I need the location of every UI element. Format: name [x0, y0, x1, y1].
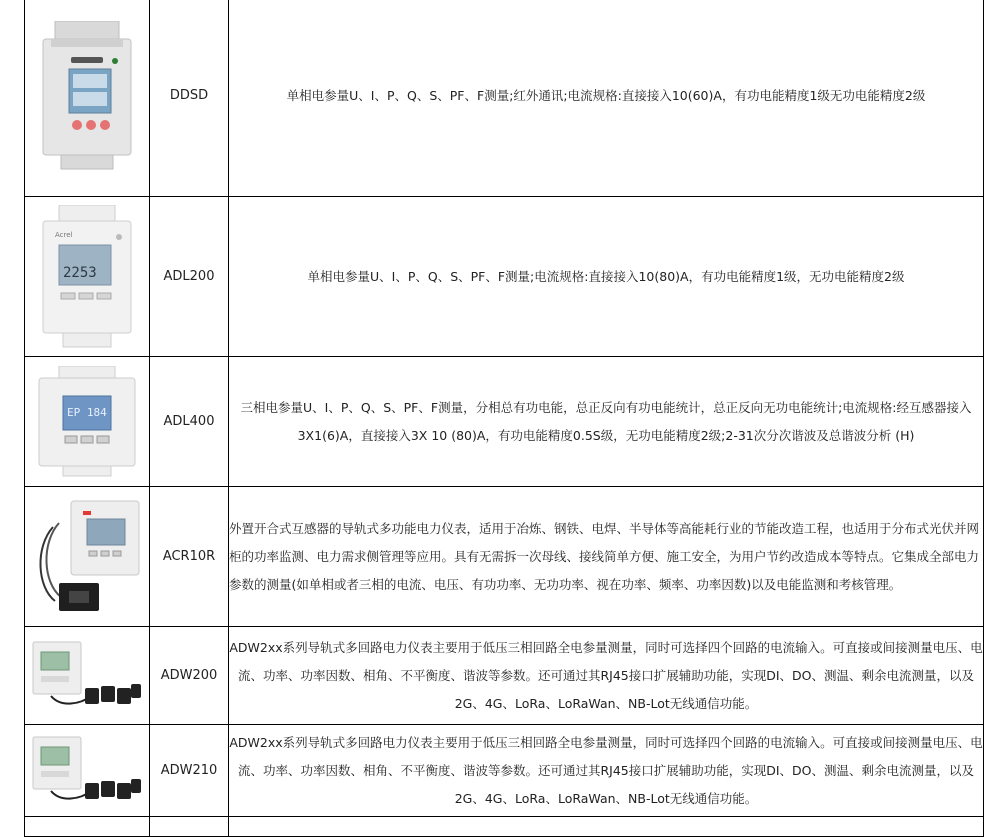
- product-description: ADW2xx系列导轨式多回路电力仪表主要用于低压三相回路全电参量测量，同时可选择四个回路的电流输入。可直接或间接测量电压、电流、功率、功率因数、相角、不平衡度、谐波等参数。还可通过其RJ45接口扩展辅助功能，实现DI、DO、测温、剩余电流测量，以及2G、4G、LoRa、LoRaWan、NB-Lot无线通信功能。: [229, 734, 983, 806]
- multi-circuit-meter-with-cts-icon: [31, 733, 143, 809]
- model-cell: [150, 627, 229, 725]
- product-image-cell: [25, 627, 150, 725]
- meter-with-split-core-ct-icon: [31, 497, 143, 617]
- product-image-cell: [25, 357, 150, 487]
- product-description: 单相电参量U、I、P、Q、S、PF、F测量;红外通讯;电流规格:直接接入10(60)A，有功电能精度1级无功电能精度2级: [286, 87, 926, 103]
- model-name: ADW210: [160, 763, 218, 778]
- product-table: [24, 0, 984, 837]
- multi-circuit-meter-with-cts-icon: [31, 638, 143, 714]
- table-row: [25, 487, 984, 627]
- three-phase-din-meter-icon: [37, 366, 137, 478]
- product-description: 单相电参量U、I、P、Q、S、PF、F测量;电流规格:直接接入10(80)A，有功电能精度1级，无功电能精度2级: [307, 268, 905, 284]
- model-name: ADL200: [163, 269, 215, 284]
- model-name: DDSD: [169, 88, 209, 103]
- product-image-cell: [25, 725, 150, 817]
- table-row: [25, 0, 984, 197]
- product-description: ADW2xx系列导轨式多回路电力仪表主要用于低压三相回路全电参量测量，同时可选择四个回路的电流输入。可直接或间接测量电压、电流、功率、功率因数、相角、不平衡度、谐波等参数。还可通过其RJ45接口扩展辅助功能，实现DI、DO、测温、剩余电流测量，以及2G、4G、LoRa、LoRaWan、NB-Lot无线通信功能。: [229, 639, 983, 711]
- description-cell: [229, 725, 984, 817]
- model-cell: [150, 487, 229, 627]
- model-cell: [150, 0, 229, 197]
- product-image-cell: [25, 0, 150, 197]
- meter-screen-text: EP 184: [67, 405, 107, 419]
- description-cell: [229, 487, 984, 627]
- single-phase-din-meter-icon: [39, 205, 135, 349]
- product-description: 三相电参量U、I、P、Q、S、PF、F测量，分相总有功电能，总正反向有功电能统计，总正反向无功电能统计;电流规格:经互感器接入3X1(6)A，直接接入3X 10 (80)A，有功电能精度0.5S级，无功电能精度2级;2-31次分次谐波及总谐波分析 (H): [240, 399, 972, 443]
- model-cell: [150, 197, 229, 357]
- single-phase-din-meter-icon: [41, 21, 133, 171]
- table-row: [25, 197, 984, 357]
- table-row: [25, 725, 984, 817]
- table-row: [25, 357, 984, 487]
- model-name: ACR10R: [162, 549, 216, 564]
- product-description: 外置开合式互感器的导轨式多功能电力仪表，适用于冶炼、钢铁、电焊、半导体等高能耗行业的节能改造工程，也适用于分布式光伏并网柜的功率监测、电力需求侧管理等应用。具有无需拆一次母线、接线简单方便、施工安全，为用户节约改造成本等特点。它集成全部电力参数的测量(如单相或者三相的电流、电压、有功功率、无功功率、视在功率、频率、功率因数)以及电能监测和考核管理。: [229, 520, 980, 592]
- model-name: ADW200: [160, 668, 218, 683]
- table-row: [25, 627, 984, 725]
- table-row: [25, 817, 984, 837]
- model-cell: [150, 357, 229, 487]
- product-image-cell: [25, 197, 150, 357]
- description-cell: [229, 357, 984, 487]
- description-cell: [229, 627, 984, 725]
- brand-label: Acrel: [55, 230, 73, 239]
- description-cell: [229, 197, 984, 357]
- meter-screen-text: 2253: [63, 264, 97, 281]
- product-image-cell: [25, 487, 150, 627]
- description-cell: [229, 0, 984, 197]
- model-cell: [150, 725, 229, 817]
- model-name: ADL400: [163, 414, 215, 429]
